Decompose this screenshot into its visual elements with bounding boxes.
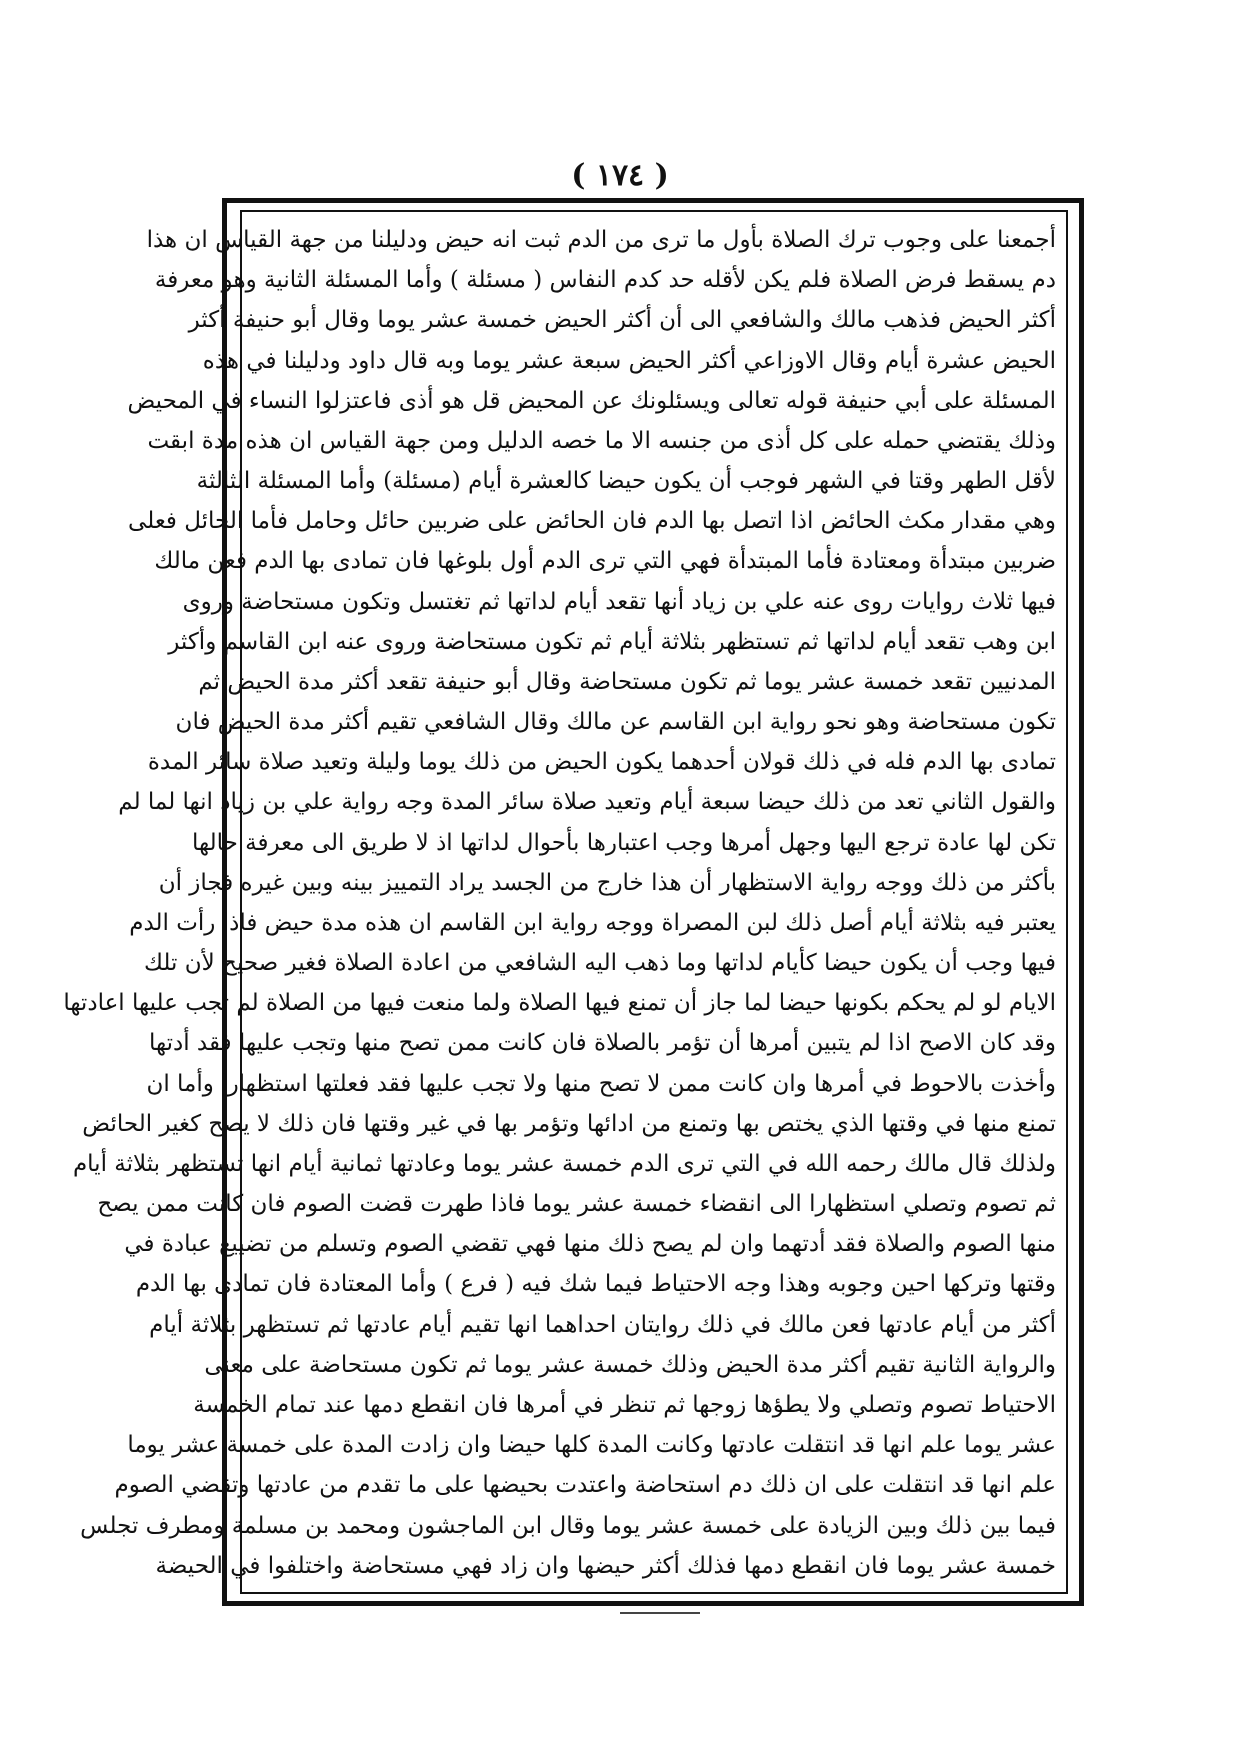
text-line: ضربين مبتدأة ومعتادة فأما المبتدأة فهي التي ترى الدم أول بلوغها فان تمادى بها الدم فعن مالك [154, 548, 1056, 575]
text-line: أكثر الحيض فذهب مالك والشافعي الى أن أكثر الحيض خمسة عشر يوما وقال أبو حنيفة أكثر [188, 307, 1056, 334]
text-line: وقتها وتركها احين وجوبه وهذا وجه الاحتياط فيما شك فيه ( فرع ) وأما المعتادة فان تمادى بها الدم [135, 1271, 1056, 1298]
text-line: والقول الثاني تعد من ذلك حيضا سبعة أيام وتعيد صلاة سائر المدة وجه رواية علي بن زياد انها لما لم [118, 789, 1056, 816]
text-line: المسئلة على أبي حنيفة قوله تعالى ويسئلونك عن المحيض قل هو أذى فاعتزلوا النساء في المحيض [127, 387, 1056, 414]
text-line: منها الصوم والصلاة فقد أدتهما وان لم يصح ذلك منها فهي تقضي الصوم وتسلم من تضييع عبادة في [124, 1231, 1056, 1258]
text-line: تمادى بها الدم فله في ذلك قولان أحدهما يكون الحيض من ذلك يوما وليلة وتعيد صلاة سائر المدة [147, 749, 1056, 776]
text-line: فيها ثلاث روايات روى عنه علي بن زياد أنها تقعد أيام لداتها ثم تغتسل وتكون مستحاضة وروى [182, 588, 1056, 615]
text-line: ولذلك قال مالك رحمه الله في التي ترى الدم خمسة عشر يوما وعادتها ثمانية أيام انها تستظهر بثلاثة أيام [72, 1150, 1056, 1177]
text-line: الاحتياط تصوم وتصلي ولا يطؤها زوجها ثم تنظر في أمرها فان انقطع دمها عند تمام الخمسة [193, 1391, 1056, 1418]
text-line: بأكثر من ذلك ووجه رواية الاستظهار أن هذا خارج من الجسد يراد التمييز بينه وبين غيره فجاز أن [158, 869, 1056, 896]
text-line: فيها وجب أن يكون حيضا كأيام لداتها وما ذهب اليه الشافعي من اعادة الصلاة فغير صحيح لأن تلك [144, 950, 1056, 977]
text-line: تكن لها عادة ترجع اليها وجهل أمرها وجب اعتبارها بأحوال لداتها اذ لا طريق الى معرفة حالها [191, 829, 1056, 856]
text-line: والرواية الثانية تقيم أكثر مدة الحيض وذلك خمسة عشر يوما ثم تكون مستحاضة على معنى [204, 1351, 1056, 1378]
text-line: المدنيين تقعد خمسة عشر يوما ثم تكون مستحاضة وقال أبو حنيفة تقعد أكثر مدة الحيض ثم [198, 668, 1056, 695]
text-line: ابن وهب تقعد أيام لداتها ثم تستظهر بثلاثة أيام ثم تكون مستحاضة وروى عنه ابن القاسم وأكثر [168, 628, 1056, 655]
text-line: علم انها قد انتقلت على ان ذلك دم استحاضة واعتدت بحيضها على ما تقدم من عادتها وتقضي الصوم [114, 1472, 1056, 1499]
text-line: أكثر من أيام عادتها فعن مالك في ذلك روايتان احداهما انها تقيم أيام عادتها ثم تستظهر بثلاثة أيام [149, 1311, 1056, 1338]
text-line: خمسة عشر يوما فان انقطع دمها فذلك أكثر حيضها وان زاد فهي مستحاضة واختلفوا في الحيضة [155, 1552, 1056, 1579]
text-block [63, 210, 1068, 1594]
text-line: الحيض عشرة أيام وقال الاوزاعي أكثر الحيض سبعة عشر يوما وبه قال داود ودليلنا في هذه [202, 347, 1056, 374]
text-line: دم يسقط فرض الصلاة فلم يكن لأقله حد كدم النفاس ( مسئلة ) وأما المسئلة الثانية وهو معرفة [154, 267, 1056, 294]
text-line: وذلك يقتضي حمله على كل أذى من جنسه الا ما خصه الدليل ومن جهة القياس ان هذه مدة ابقت [147, 427, 1056, 454]
text-line: عشر يوما علم انها قد انتقلت عادتها وكانت المدة كلها حيضا وان زادت المدة على خمسة عشر يوما [127, 1432, 1056, 1459]
text-line: الايام لو لم يحكم بكونها حيضا لما جاز أن تمنع فيها الصلاة ولما منعت فيها من الصلاة لم تجب عليها اعادتها [63, 990, 1056, 1017]
text-line: تكون مستحاضة وهو نحو رواية ابن القاسم عن مالك وقال الشافعي تقيم أكثر مدة الحيض فان [175, 709, 1056, 736]
text-line: وأخذت بالاحوط في أمرها وان كانت ممن لا تصح منها ولا تجب عليها فقد فعلتها استظهارا وأما ان [146, 1070, 1056, 1097]
text-line: تمنع منها في وقتها الذي يختص بها وتمنع من ادائها وتؤمر بها في غير وقتها فان ذلك لا يصح كغير الحائض [82, 1110, 1056, 1137]
text-line: فيما بين ذلك وبين الزيادة على خمسة عشر يوما وقال ابن الماجشون ومحمد بن مسلمة ومطرف تجلس [80, 1512, 1056, 1539]
text-line: أجمعنا على وجوب ترك الصلاة بأول ما ترى من الدم ثبت انه حيض ودليلنا من جهة القياس ان هذا [146, 227, 1056, 253]
text-line: وهي مقدار مكث الحائض اذا اتصل بها الدم فان الحائض على ضربين حائل وحامل فأما الحائل فعلى [128, 508, 1056, 535]
text-line: ثم تصوم وتصلي استظهارا الى انقضاء خمسة عشر يوما فاذا طهرت قضت الصوم فان كانت ممن يصح [97, 1191, 1056, 1218]
text-line: يعتبر فيه بثلاثة أيام أصل ذلك لبن المصراة ووجه رواية ابن القاسم ان هذه مدة حيض فاذا رأت الدم [129, 909, 1056, 936]
footer-mark [620, 1612, 700, 1614]
page-number: ( ١٧٤ ) [571, 158, 669, 193]
text-line: وقد كان الاصح اذا لم يتبين أمرها أن تؤمر بالصلاة فان كانت ممن تصح منها وتجب عليها فقد أدتها [148, 1030, 1056, 1057]
text-line: لأقل الطهر وقتا في الشهر فوجب أن يكون حيضا كالعشرة أيام (مسئلة) وأما المسئلة الثالثة [196, 468, 1056, 495]
